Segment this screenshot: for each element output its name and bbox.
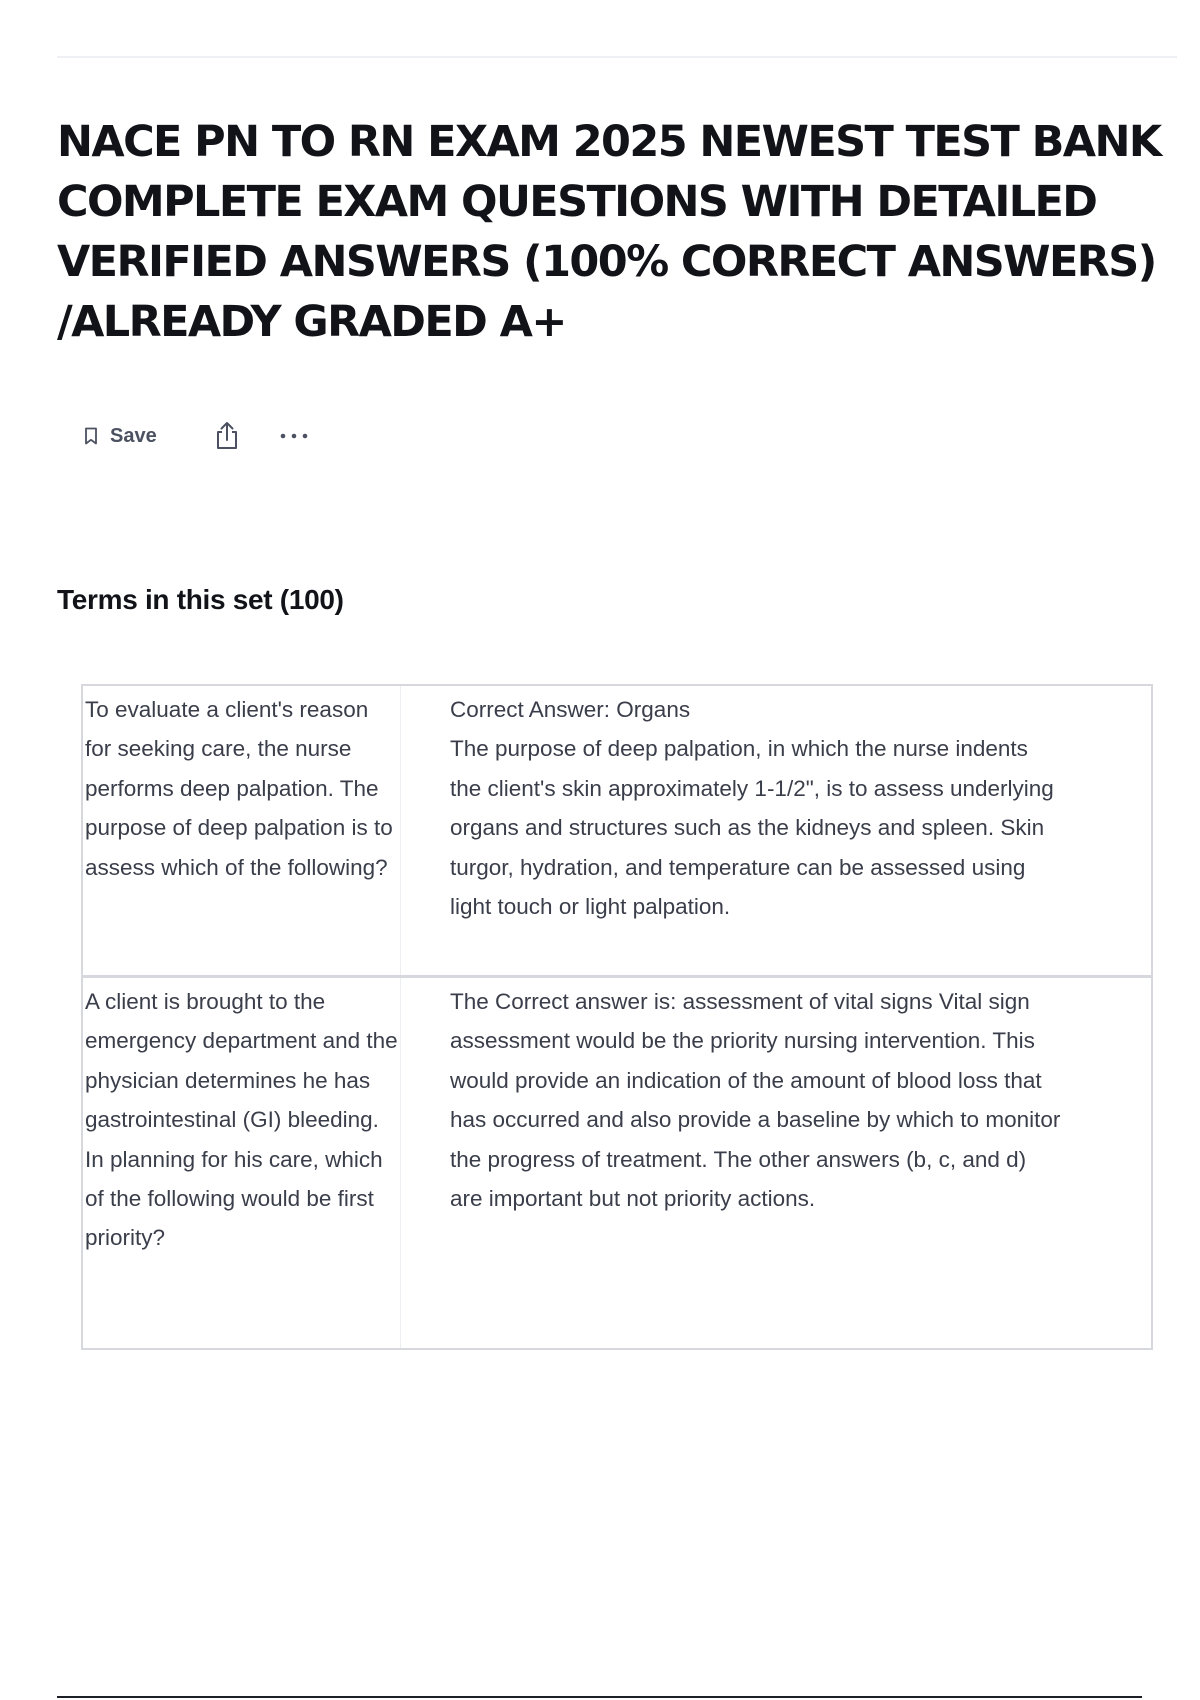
term-row xyxy=(83,975,1151,1348)
share-button[interactable] xyxy=(211,418,243,454)
share-icon xyxy=(214,421,240,451)
term-answer-heading: Correct Answer: Organs xyxy=(450,697,691,722)
term-row xyxy=(83,686,1151,975)
term-answer-text: The purpose of deep palpation, in which the nurse indents the client's skin approximately 1-1/2", is to assess underlying organs and structures such as the kidneys and spleen. Skin turgor, hydration, and temperature can be assessed using light touch or light palpation. xyxy=(450,736,1054,920)
more-options-button[interactable] xyxy=(277,418,311,454)
bottom-divider xyxy=(57,1696,1142,1698)
term-answer xyxy=(401,686,1151,975)
more-horizontal-icon xyxy=(279,432,309,440)
terms-heading: Terms in this set (100) xyxy=(57,584,344,615)
action-toolbar xyxy=(84,418,311,454)
page-title: NACE PN TO RN EXAM 2025 NEWEST TEST BANK COMPLETE EXAM QUESTIONS WITH DETAILED VERIFIED ANSWERS (100% CORRECT ANSWERS) /ALREADY GRADED A+ xyxy=(57,117,1161,347)
save-button[interactable] xyxy=(84,418,157,454)
term-answer: The Correct answer is: assessment of vital signs Vital sign assessment would be the priority nursing intervention. This would provide an indication of the amount of blood loss that has occurred and also provide a baseline by which to monitor the progress of treatment. The other answers (b, c, and d) are important but not priority actions. xyxy=(450,989,1061,1212)
top-divider xyxy=(57,56,1177,58)
term-question: A client is brought to the emergency department and the physician determines he has gastrointestinal (GI) bleeding. In planning for his care, which of the following would be first priority? xyxy=(83,978,401,1348)
bookmark-icon xyxy=(84,427,98,445)
term-question: To evaluate a client's reason for seeking care, the nurse performs deep palpation. The purpose of deep palpation is to assess which of the following? xyxy=(83,686,401,975)
terms-table xyxy=(81,684,1153,1350)
save-label: Save xyxy=(110,424,157,447)
